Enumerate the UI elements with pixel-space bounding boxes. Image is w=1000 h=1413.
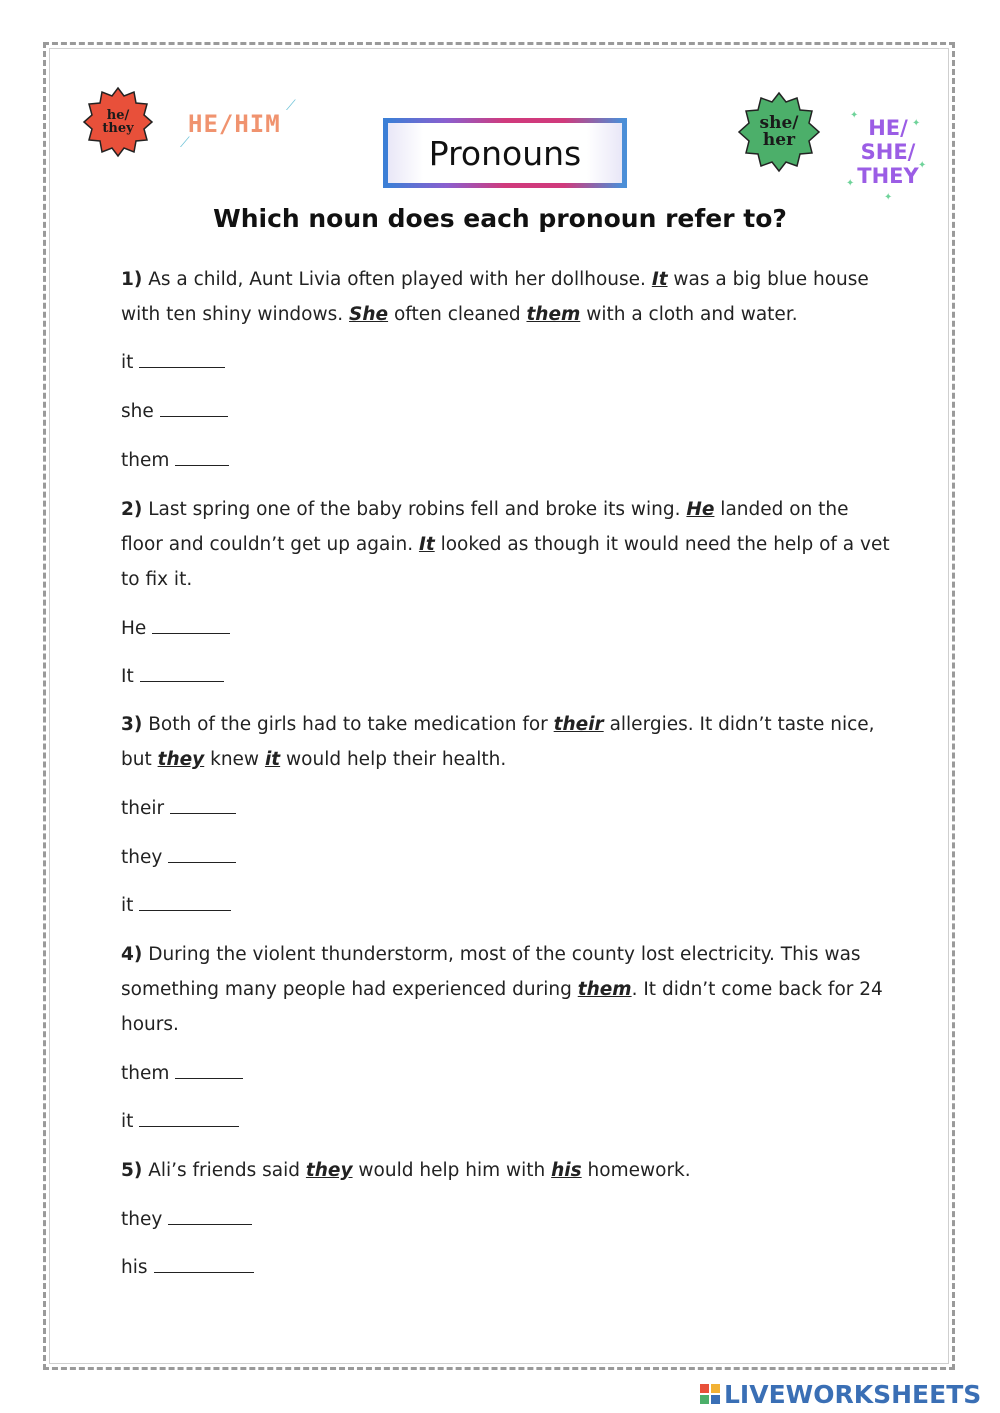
question-number: 4) — [121, 944, 143, 965]
target-pronoun: they — [157, 749, 205, 770]
target-pronoun: It — [651, 269, 668, 290]
sparkle-dot-icon: ✦ — [850, 110, 859, 121]
target-pronoun: it — [264, 749, 281, 770]
she-her-line1: she/ — [759, 113, 799, 133]
spark-icon: ⟋ — [180, 135, 190, 151]
sparkle-dot-icon: ✦ — [884, 192, 893, 203]
question-text: As a child, Aunt Livia often played with her dollhouse. — [142, 269, 652, 290]
question-number: 2) — [121, 499, 143, 520]
question-number: 5) — [121, 1160, 143, 1181]
answer-blank[interactable] — [175, 449, 229, 466]
answer-blank[interactable] — [139, 1110, 239, 1127]
he-she-they-line3: THEY — [857, 164, 919, 188]
question-text: Ali’s friends said — [142, 1160, 306, 1181]
question-text: landed on the floor and couldn’t get up again. — [121, 499, 849, 555]
answer-blank[interactable] — [139, 894, 231, 911]
target-pronoun: his — [551, 1160, 582, 1181]
question-4 — [121, 937, 891, 1042]
title-text: Pronouns — [428, 133, 582, 173]
answer-line[interactable]: them — [121, 1062, 243, 1086]
answer-blank[interactable] — [175, 1062, 243, 1079]
he-him-sticker — [188, 110, 281, 138]
question-text: looked as though it would need the help of a vet to fix it. — [121, 534, 890, 590]
brand-text: LIVEWORKSHEETS — [724, 1379, 982, 1409]
answer-line[interactable]: they — [121, 846, 236, 870]
answer-blank[interactable] — [160, 400, 228, 417]
answer-line[interactable]: it — [121, 1110, 239, 1134]
answer-line[interactable]: it — [121, 351, 225, 375]
target-pronoun: She — [349, 304, 389, 325]
question-number: 3) — [121, 714, 143, 735]
spark-icon: ⟋ — [286, 98, 296, 114]
sparkle-dot-icon: ✦ — [918, 160, 927, 171]
question-text: with a cloth and water. — [580, 304, 798, 325]
answer-blank[interactable] — [168, 846, 236, 863]
liveworksheets-logo[interactable] — [700, 1378, 981, 1410]
she-her-line2: her — [762, 130, 796, 150]
he-they-line1: he/ — [106, 108, 130, 123]
question-text: Both of the girls had to take medication for — [142, 714, 554, 735]
question-text: Last spring one of the baby robins fell and broke its wing. — [142, 499, 687, 520]
answer-line[interactable]: they — [121, 1208, 252, 1232]
answer-blank[interactable] — [139, 351, 225, 368]
question-text: would help their health. — [280, 749, 507, 770]
she-her-badge — [736, 90, 822, 174]
sparkle-dot-icon: ✦ — [846, 178, 855, 189]
question-text: was a big blue house with ten shiny windows. — [121, 269, 869, 325]
answer-line[interactable]: He — [121, 617, 230, 641]
answer-line[interactable]: them — [121, 449, 229, 473]
he-she-they-line2: SHE/ — [860, 140, 916, 164]
he-they-line2: they — [102, 121, 134, 136]
target-pronoun: them — [577, 979, 632, 1000]
question-text: . It didn’t come back for 24 hours. — [121, 979, 883, 1035]
question-text: would help him with — [352, 1160, 552, 1181]
answer-blank[interactable] — [154, 1256, 254, 1273]
target-pronoun: their — [553, 714, 604, 735]
instruction-heading: Which noun does each pronoun refer to? — [213, 204, 787, 233]
question-text: homework. — [581, 1160, 691, 1181]
question-1 — [121, 262, 891, 332]
question-3 — [121, 707, 891, 777]
target-pronoun: He — [686, 499, 715, 520]
answer-line[interactable]: It — [121, 665, 224, 689]
answer-blank[interactable] — [140, 665, 224, 682]
liveworksheets-icon — [700, 1384, 720, 1404]
answer-line[interactable]: his — [121, 1256, 254, 1280]
he-she-they-line1: HE/ — [868, 116, 908, 140]
he-they-badge — [82, 86, 154, 158]
target-pronoun: them — [526, 304, 581, 325]
he-him-label: HE/HIM — [188, 110, 281, 138]
question-2 — [121, 492, 891, 597]
target-pronoun: they — [305, 1160, 353, 1181]
question-text: allergies. It didn’t taste nice, but — [121, 714, 875, 770]
answer-blank[interactable] — [168, 1208, 252, 1225]
question-text: During the violent thunderstorm, most of the county lost electricity. This was something many people had experienced during — [121, 944, 861, 1000]
question-text: often cleaned — [388, 304, 527, 325]
question-text: knew — [204, 749, 265, 770]
answer-line[interactable]: it — [121, 894, 231, 918]
question-number: 1) — [121, 269, 143, 290]
answer-line[interactable]: she — [121, 400, 228, 424]
page-title — [383, 118, 627, 188]
sparkle-dot-icon: ✦ — [912, 118, 921, 129]
question-5 — [121, 1153, 891, 1188]
target-pronoun: It — [418, 534, 435, 555]
answer-blank[interactable] — [170, 797, 236, 814]
answer-blank[interactable] — [152, 617, 230, 634]
answer-line[interactable]: their — [121, 797, 236, 821]
